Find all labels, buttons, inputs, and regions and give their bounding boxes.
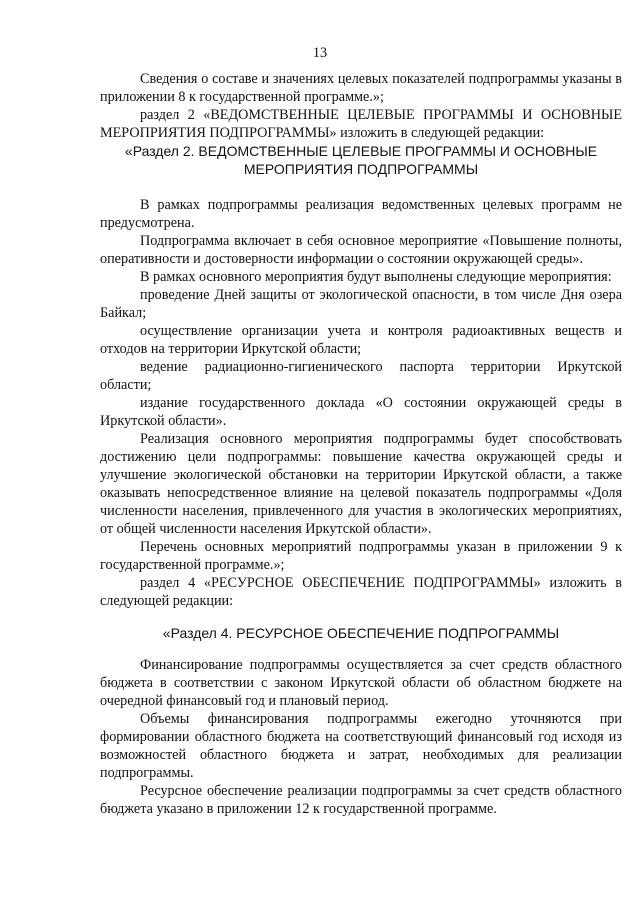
paragraph: В рамках основного мероприятия будут выполнены следующие мероприятия:	[140, 269, 612, 285]
paragraph: раздел 4 «РЕСУРСНОЕ ОБЕСПЕЧЕНИЕ ПОДПРОГРАММЫ» изложить в следующей редакции:	[100, 575, 622, 609]
section-2-heading: «Раздел 2. ВЕДОМСТВЕННЫЕ ЦЕЛЕВЫЕ ПРОГРАММЫ И ОСНОВНЫЕ МЕРОПРИЯТИЯ ПОДПРОГРАММЫ	[124, 143, 598, 177]
paragraph: ведение радиационно-гигиенического паспорта территории Иркутской области;	[100, 359, 622, 393]
section-4-heading: «Раздел 4. РЕСУРСНОЕ ОБЕСПЕЧЕНИЕ ПОДПРОГРАММЫ	[162, 625, 560, 641]
paragraph: раздел 2 «ВЕДОМСТВЕННЫЕ ЦЕЛЕВЫЕ ПРОГРАММЫ И ОСНОВНЫЕ МЕРОПРИЯТИЯ ПОДПРОГРАММЫ» изложить в следующей редакции:	[100, 107, 622, 141]
paragraph: Финансирование подпрограммы осуществляется за счет средств областного бюджета в соответствии с законом Иркутской области об областном бюджете на очередной финансовый год и плановый период.	[100, 657, 622, 709]
page-number: 13	[312, 45, 328, 61]
paragraph: осуществление организации учета и контроля радиоактивных веществ и отходов на территории Иркутской области;	[100, 323, 622, 357]
paragraph: Сведения о составе и значениях целевых показателей подпрограммы указаны в приложении 8 к государственной программе.»;	[100, 71, 622, 105]
paragraph: В рамках подпрограммы реализация ведомственных целевых программ не предусмотрена.	[100, 197, 622, 231]
paragraph: Перечень основных мероприятий подпрограммы указан в приложении 9 к государственной программе.»;	[100, 539, 622, 573]
paragraph: Подпрограмма включает в себя основное мероприятие «Повышение полноты, оперативности и достоверности информации о состоянии окружающей среды».	[100, 233, 622, 267]
paragraph: Ресурсное обеспечение реализации подпрограммы за счет средств областного бюджета указано в приложении 12 к государственной программе.	[100, 783, 622, 817]
paragraph: Объемы финансирования подпрограммы ежегодно уточняются при формировании областного бюджета на соответствующий финансовый год исходя из возможностей областного бюджета и затрат, необходимых для реализации подпрограммы.	[100, 711, 622, 781]
paragraph: издание государственного доклада «О состоянии окружающей среды в Иркутской области».	[100, 395, 622, 429]
paragraph: проведение Дней защиты от экологической опасности, в том числе Дня озера Байкал;	[100, 287, 622, 321]
paragraph: Реализация основного мероприятия подпрограммы будет способствовать достижению цели подпрограммы: повышение качества окружающей среды и улучшение экологической обстановки на территории Иркутской области, а также оказывать непосредственное влияние на целевой показатель подпрограммы «Доля численности населения, привлеченного для участия в экологических мероприятиях, от общей численности населения Иркутской области».	[100, 431, 622, 537]
document-body	[100, 70, 622, 818]
